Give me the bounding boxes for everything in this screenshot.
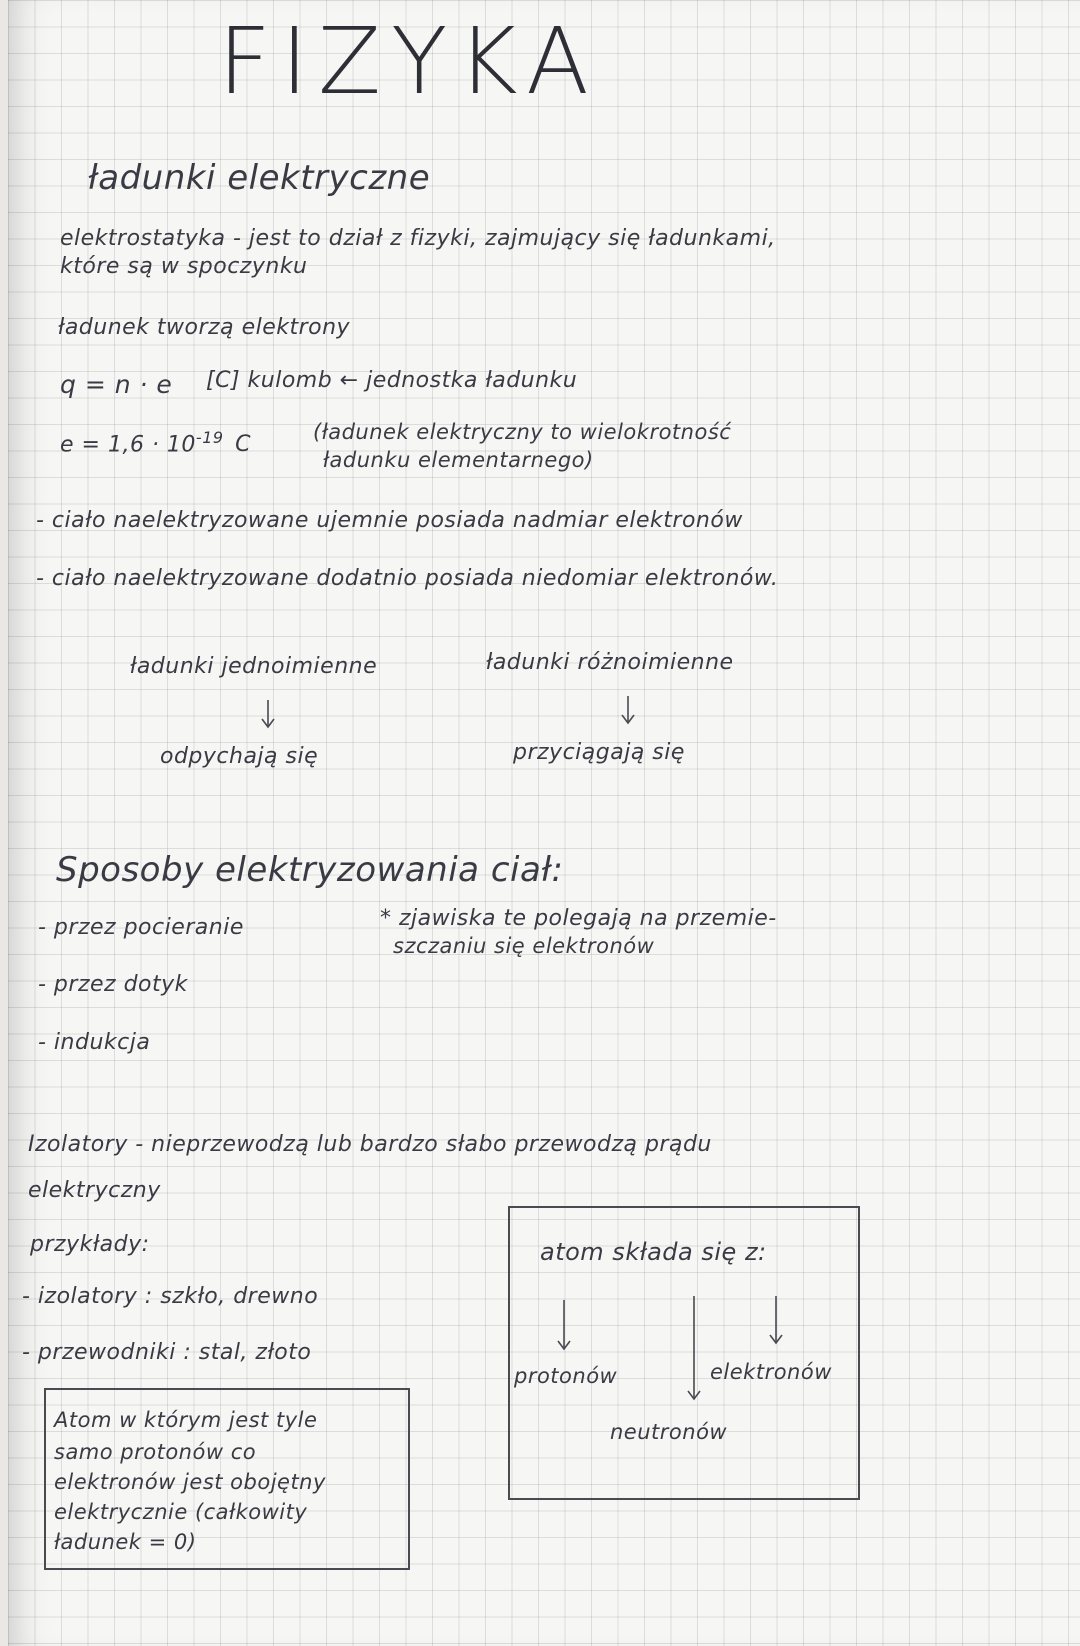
insulators-definition-line-1: Izolatory - nieprzewodzą lub bardzo słabo przewodzą prądu xyxy=(28,1132,712,1157)
example-insulators: - izolatory : szkło, drewno xyxy=(22,1284,319,1309)
arrow-down-icon xyxy=(554,1300,574,1360)
section-heading-charges: ładunki elektryczne xyxy=(88,158,431,198)
bullet-negative: - ciało naelektryzowane ujemnie posiada nadmiar elektronów xyxy=(36,508,743,533)
section-heading-methods: Sposoby elektryzowania ciał: xyxy=(56,850,564,890)
methods-note-line-2: szczaniu się elektronów xyxy=(393,934,655,958)
like-charges-label: ładunki jednoimienne xyxy=(130,654,378,679)
atom-protons: protonów xyxy=(514,1364,618,1388)
arrow-down-icon xyxy=(766,1296,786,1356)
method-induction: - indukcja xyxy=(38,1030,151,1055)
atom-neutrons: neutronów xyxy=(610,1420,728,1444)
neutral-atom-line: samo protonów co xyxy=(54,1440,257,1464)
atom-composition-box xyxy=(508,1206,860,1500)
formula-e-unit: C xyxy=(235,432,251,458)
arrow-down-icon xyxy=(684,1296,704,1411)
formula-e-base: e = 1,6 · 10 xyxy=(60,432,196,458)
notebook-page xyxy=(8,0,1080,1646)
neutral-atom-box xyxy=(44,1388,410,1570)
atom-composition-heading: atom składa się z: xyxy=(540,1238,767,1266)
definition-line-1: elektrostatyka - jest to dział z fizyki, zajmujący się ładunkami, xyxy=(60,226,776,251)
formula-e-exponent: -19 xyxy=(195,428,224,447)
formula-charge: q = n · e xyxy=(60,370,173,399)
neutral-atom-line: elektrycznie (całkowity xyxy=(54,1500,308,1524)
arrow-down-icon xyxy=(618,696,638,732)
charge-note-line-1: (ładunek elektryczny to wielokrotność xyxy=(313,420,732,444)
neutral-atom-line: Atom w którym jest tyle xyxy=(54,1408,318,1432)
insulators-definition-line-2: elektryczny xyxy=(28,1178,161,1203)
method-contact: - przez dotyk xyxy=(38,972,188,997)
formula-unit: [C] kulomb ← jednostka ładunku xyxy=(206,368,578,393)
electrons-line: ładunek tworzą elektrony xyxy=(58,315,351,340)
neutral-atom-line: ładunek = 0) xyxy=(54,1530,197,1554)
neutral-atom-line: elektronów jest obojętny xyxy=(54,1470,326,1494)
method-rubbing: - przez pocieranie xyxy=(38,915,244,940)
unlike-charges-label: ładunki różnoimienne xyxy=(486,650,734,675)
atom-electrons: elektronów xyxy=(710,1360,832,1384)
examples-label: przykłady: xyxy=(30,1232,150,1257)
unlike-charges-result: przyciągają się xyxy=(513,740,685,765)
definition-line-2: które są w spoczynku xyxy=(60,254,308,279)
formula-elementary-charge xyxy=(60,428,251,457)
page-title: FIZYKA xyxy=(218,8,599,115)
bullet-positive: - ciało naelektryzowane dodatnio posiada niedomiar elektronów. xyxy=(36,566,779,591)
example-conductors: - przewodniki : stal, złoto xyxy=(22,1340,312,1365)
charge-note-line-2: ładunku elementarnego) xyxy=(323,448,594,472)
arrow-down-icon xyxy=(258,700,278,736)
methods-note-line-1: * zjawiska te polegają na przemie- xyxy=(380,906,777,931)
like-charges-result: odpychają się xyxy=(160,744,319,769)
